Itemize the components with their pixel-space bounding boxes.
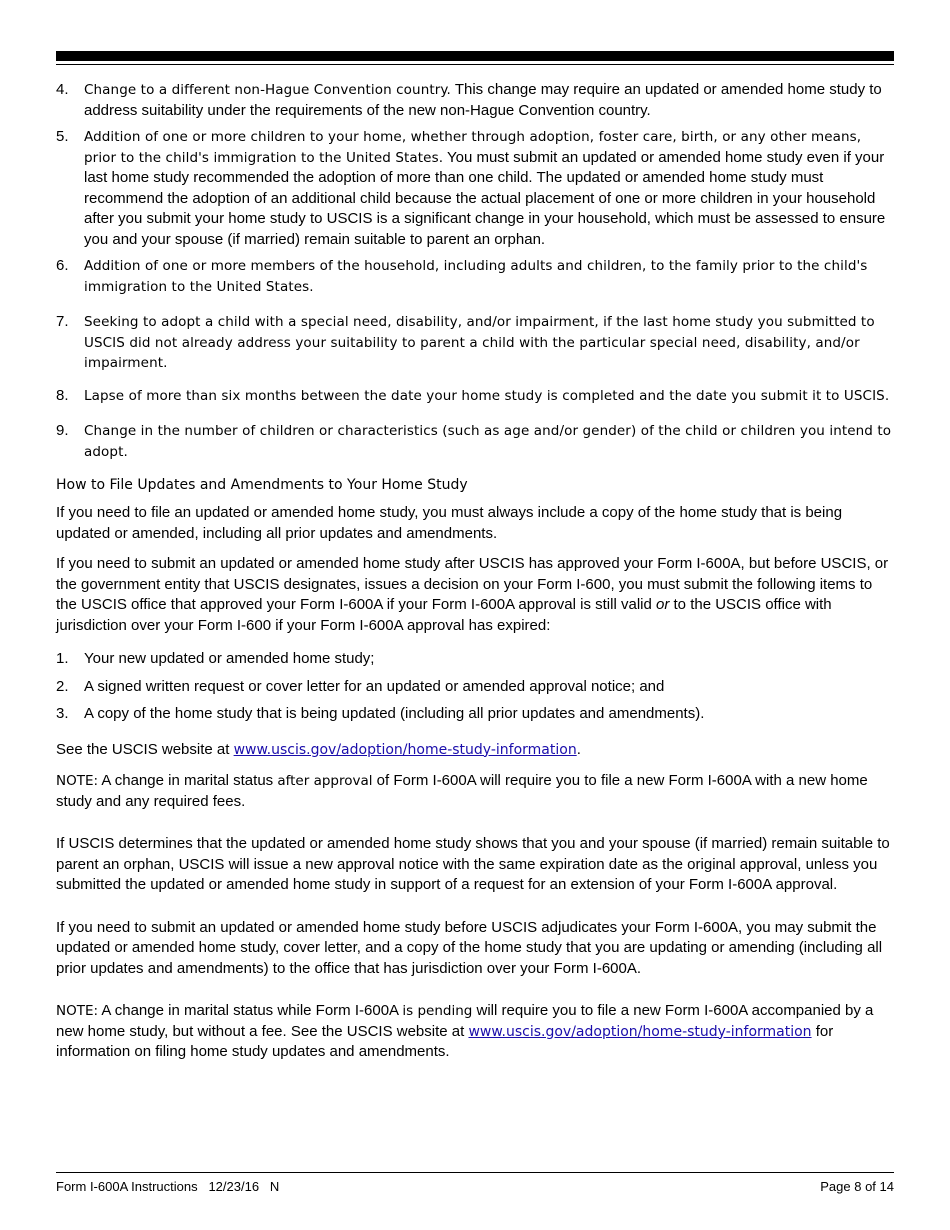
paragraph: If you need to submit an updated or amended home study before USCIS adjudicates your Form I-600A, you may submit the updated or amended home study, cover letter, and a copy of the home study that you are updating or amending (including all prior updates and amendments) to the office that has jurisdiction over your Form I-600A.	[56, 918, 883, 977]
list-item	[56, 312, 896, 374]
list-item	[56, 704, 896, 725]
paragraph-text: A change in marital status while Form I-600A	[98, 1002, 403, 1019]
list-lead: Change to a different non-Hague Convention country.	[84, 82, 451, 98]
list-item	[56, 256, 896, 297]
list-number: 4.	[56, 81, 69, 98]
footer-page-number: Page 8 of 14	[820, 1179, 894, 1194]
list-number: 1.	[56, 650, 69, 667]
list-number: 2.	[56, 677, 69, 695]
home-study-info-link[interactable]: www.uscis.gov/adoption/home-study-information	[468, 1023, 812, 1040]
list-item	[56, 649, 896, 670]
list-number: 9.	[56, 422, 69, 439]
list-text: This change may require an updated or amended home study to address suitability under the requirements of the new non-Hague Convention country.	[84, 81, 882, 119]
paragraph-text: to the USCIS office with jurisdiction over your Form I-600 if your Form I-600A approval has expired:	[56, 596, 832, 634]
paragraph: If you need to file an updated or amended home study, you must always include a copy of the home study that is being updated or amended, including all prior updates and amendments.	[56, 504, 843, 542]
page-content	[56, 80, 896, 1063]
paragraph: If USCIS determines that the updated or amended home study shows that you and your spouse (if married) remain suitable to parent an orphan, USCIS will issue a new approval notice with the same expiration date as the original approval, unless you submitted the updated or amended home study in support of a request for an extension of your Form I-600A approval.	[56, 835, 890, 893]
list-lead: Seeking to adopt a child with a special need, disability, and/or impairment, if the last home study you submitted to USCIS did not already address your suitability to parent a child with the particular special need, disability, and/or impairment.	[84, 314, 875, 371]
emphasis-or: or	[656, 596, 670, 613]
paragraph-text: is pending	[402, 1003, 473, 1019]
list-lead: Addition of one or more children to your home, whether through adoption, foster care, birth, or any other means, prior to the child's immigration to the United States.	[84, 129, 862, 166]
list-item	[56, 127, 896, 250]
paragraph-text: If you need to submit an updated or amended home study after USCIS has approved your Form I-600A, but before USCIS, or the government entity that USCIS designates, issues a decision on your Form I-600, you must submit the following items to the USCIS office that approved your Form I-600A if your Form I-600A approval is still valid	[56, 555, 889, 613]
paragraph-text: .	[576, 740, 581, 758]
paragraph-text: See the USCIS website at	[56, 740, 234, 758]
paragraph-text: will require you to file a new Form I-600A accompanied by a new home study, but without a fee. See the USCIS website at	[56, 1002, 874, 1040]
section-heading: How to File Updates and Amendments to Your Home Study	[56, 477, 468, 493]
list-number: 3.	[56, 705, 69, 722]
list-text: A signed written request or cover letter for an updated or amended approval notice; and	[84, 677, 665, 695]
list-lead: Lapse of more than six months between the date your home study is completed and the date you submit it to USCIS.	[84, 387, 890, 404]
paragraph-text: of Form I-600A will require you to file a new Form I-600A with a new home study and any required fees.	[56, 772, 868, 810]
list-number: 6.	[56, 257, 69, 274]
paragraph	[56, 554, 896, 636]
paragraph-text: A change in marital status	[98, 772, 278, 789]
note-paragraph	[56, 771, 896, 812]
header-rule-thick	[56, 51, 894, 61]
paragraph-text: after approval	[277, 773, 373, 789]
list-text: Your new updated or amended home study;	[84, 650, 375, 667]
note-label: NOTE:	[56, 1003, 99, 1019]
paragraph-text: for information on filing home study updates and amendments.	[56, 1022, 834, 1060]
list-item	[56, 80, 896, 121]
list-text: You must submit an updated or amended home study even if your last home study recommended the adoption of more than one child. The updated or amended home study must recommend the adoption of an additional child because the actual placement of one or more children in your household after you submit your home study to USCIS is a significant change in your household, which must be assessed to ensure you and your spouse (if married) remain suitable to parent an orphan.	[84, 148, 886, 248]
list-number: 5.	[56, 128, 69, 145]
paragraph	[56, 740, 896, 761]
list-number: 7.	[56, 313, 69, 330]
list-item	[56, 386, 896, 407]
footer-rule	[56, 1172, 894, 1173]
list-item	[56, 677, 896, 698]
list-text: A copy of the home study that is being updated (including all prior updates and amendments).	[84, 705, 705, 722]
list-lead: Addition of one or more members of the household, including adults and children, to the family prior to the child's immigration to the United States.	[84, 258, 868, 295]
footer-form-id: Form I-600A Instructions 12/23/16 N	[56, 1179, 280, 1194]
note-paragraph	[56, 1001, 896, 1063]
note-label: NOTE:	[56, 773, 99, 789]
list-lead: Change in the number of children or characteristics (such as age and/or gender) of the child or children you intend to adopt.	[84, 423, 892, 460]
home-study-info-link[interactable]: www.uscis.gov/adoption/home-study-information	[233, 741, 577, 758]
list-number: 8.	[56, 386, 69, 404]
header-rule-thin	[56, 64, 894, 65]
list-item	[56, 421, 896, 462]
